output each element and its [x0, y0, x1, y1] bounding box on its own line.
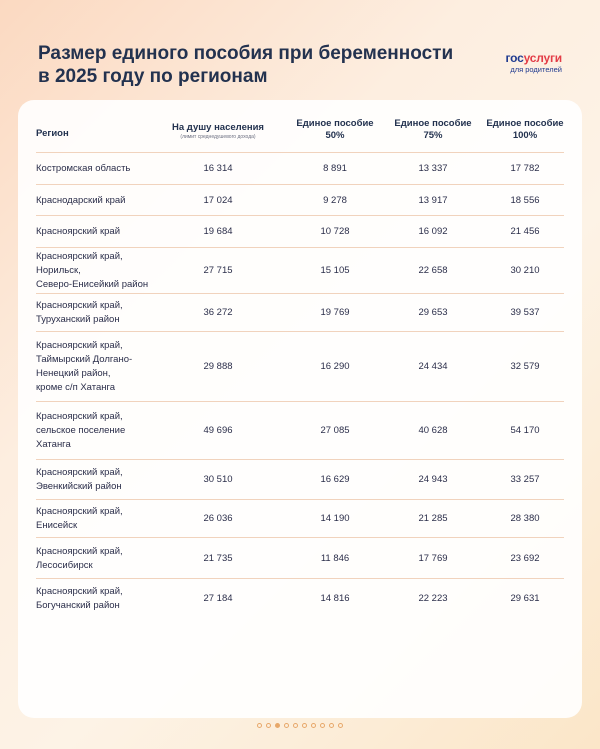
- cell-region: Краснодарский край: [36, 194, 126, 206]
- cell-capita: 49 696: [203, 425, 233, 436]
- table-row: [36, 152, 564, 185]
- cell-100: 17 782: [510, 163, 540, 174]
- header-capita-label: На душу населения: [172, 122, 264, 133]
- brand-logo: [506, 52, 562, 74]
- cell-100: 21 456: [510, 226, 540, 237]
- pagination-dot[interactable]: [302, 723, 307, 728]
- logo-text: [506, 52, 562, 65]
- pagination-dot[interactable]: [275, 723, 280, 728]
- table-row: [36, 215, 564, 248]
- cell-75: 22 658: [418, 265, 448, 276]
- cell-75: 13 337: [418, 163, 448, 174]
- cell-50: 19 769: [320, 307, 350, 318]
- cell-100: 30 210: [510, 265, 540, 276]
- cell-capita: 29 888: [203, 361, 233, 372]
- page-title: [38, 42, 468, 88]
- cell-100: 39 537: [510, 307, 540, 318]
- table-row: [36, 184, 564, 216]
- cell-50: 8 891: [323, 163, 347, 174]
- header-100: [482, 118, 568, 142]
- cell-capita: 27 184: [203, 593, 233, 604]
- cell-region: Красноярский край, Туруханский район: [36, 300, 123, 325]
- cell-100: 18 556: [510, 194, 540, 206]
- cell-100: 28 380: [510, 513, 540, 524]
- cell-75: 24 943: [418, 474, 448, 485]
- pagination-dot[interactable]: [293, 723, 298, 728]
- cell-100: 32 579: [510, 361, 540, 372]
- cell-50: 27 085: [320, 425, 350, 436]
- cell-capita: 30 510: [203, 474, 233, 485]
- cell-50: 10 728: [320, 226, 350, 237]
- cell-75: 21 285: [418, 513, 448, 524]
- cell-50: 16 290: [320, 361, 350, 372]
- cell-region: Красноярский край: [36, 226, 120, 237]
- cell-capita: 36 272: [203, 307, 233, 318]
- table-header: [36, 118, 564, 148]
- cell-75: 29 653: [418, 307, 448, 318]
- header-50-line2: 50%: [325, 130, 345, 141]
- header-capita: [158, 122, 278, 141]
- table-row: [36, 247, 564, 294]
- cell-100: 33 257: [510, 474, 540, 485]
- cell-region: Красноярский край, Богучанский район: [36, 586, 123, 611]
- header-50-line1: Единое пособие: [296, 118, 374, 129]
- cell-capita: 16 314: [203, 163, 233, 174]
- header-75-line2: 75%: [423, 130, 443, 141]
- table-row: [36, 331, 564, 402]
- header-100-line1: Единое пособие: [486, 118, 564, 129]
- cell-75: 22 223: [418, 593, 448, 604]
- cell-50: 11 846: [320, 552, 350, 564]
- header-region: Регион: [36, 128, 69, 139]
- title-line-1: Размер единого пособия при беременности: [38, 43, 454, 64]
- cell-region: Красноярский край, сельское поселение Хатанга: [36, 411, 126, 450]
- cell-capita: 21 735: [203, 552, 233, 564]
- table-row: [36, 537, 564, 579]
- logo-part-uslugi: услуги: [523, 51, 562, 65]
- title-line-2: в 2025 году по регионам: [38, 66, 268, 87]
- header-75: [390, 118, 476, 142]
- pagination-dot[interactable]: [257, 723, 262, 728]
- cell-50: 14 816: [320, 593, 350, 604]
- header-capita-note: (лимит среднедушевого дохода): [180, 134, 256, 140]
- cell-capita: 17 024: [203, 194, 233, 206]
- pagination-dot[interactable]: [266, 723, 271, 728]
- cell-75: 13 917: [418, 194, 448, 206]
- pagination-dot[interactable]: [320, 723, 325, 728]
- table-row: [36, 578, 564, 619]
- cell-region: Красноярский край, Лесосибирск: [36, 545, 123, 571]
- cell-region: Красноярский край, Енисейск: [36, 506, 123, 531]
- pagination-dot[interactable]: [284, 723, 289, 728]
- cell-capita: 19 684: [203, 226, 233, 237]
- cell-100: 23 692: [510, 552, 540, 564]
- cell-region: Красноярский край, Эвенкийский район: [36, 467, 123, 492]
- cell-50: 9 278: [323, 194, 347, 206]
- table-row: [36, 499, 564, 538]
- table-row: [36, 293, 564, 332]
- header-50: [292, 118, 378, 142]
- header: [38, 42, 562, 92]
- cell-100: 54 170: [510, 425, 540, 436]
- pagination-dots: [257, 723, 347, 731]
- table-card: [18, 100, 582, 718]
- cell-region: Красноярский край, Норильск, Северо-Енисейкий район: [36, 251, 149, 290]
- logo-subtitle: для родителей: [510, 65, 562, 74]
- pagination-dot[interactable]: [329, 723, 334, 728]
- table-row: [36, 401, 564, 460]
- table-row: [36, 459, 564, 500]
- cell-region: Красноярский край, Таймырский Долгано- Ненецкий район, кроме с/п Хатанга: [36, 340, 133, 393]
- cell-75: 16 092: [418, 226, 448, 237]
- pagination-dot[interactable]: [311, 723, 316, 728]
- cell-50: 15 105: [320, 265, 350, 276]
- pagination-dot[interactable]: [338, 723, 343, 728]
- cell-100: 29 631: [510, 593, 540, 604]
- header-100-line2: 100%: [512, 130, 538, 141]
- cell-50: 14 190: [320, 513, 350, 524]
- header-75-line1: Единое пособие: [394, 118, 472, 129]
- cell-50: 16 629: [320, 474, 350, 485]
- cell-capita: 26 036: [203, 513, 233, 524]
- cell-region: Костромская область: [36, 163, 131, 174]
- logo-part-gos: гос: [505, 51, 524, 65]
- cell-75: 17 769: [418, 552, 448, 564]
- cell-75: 24 434: [418, 361, 448, 372]
- cell-75: 40 628: [418, 425, 448, 436]
- cell-capita: 27 715: [203, 265, 233, 276]
